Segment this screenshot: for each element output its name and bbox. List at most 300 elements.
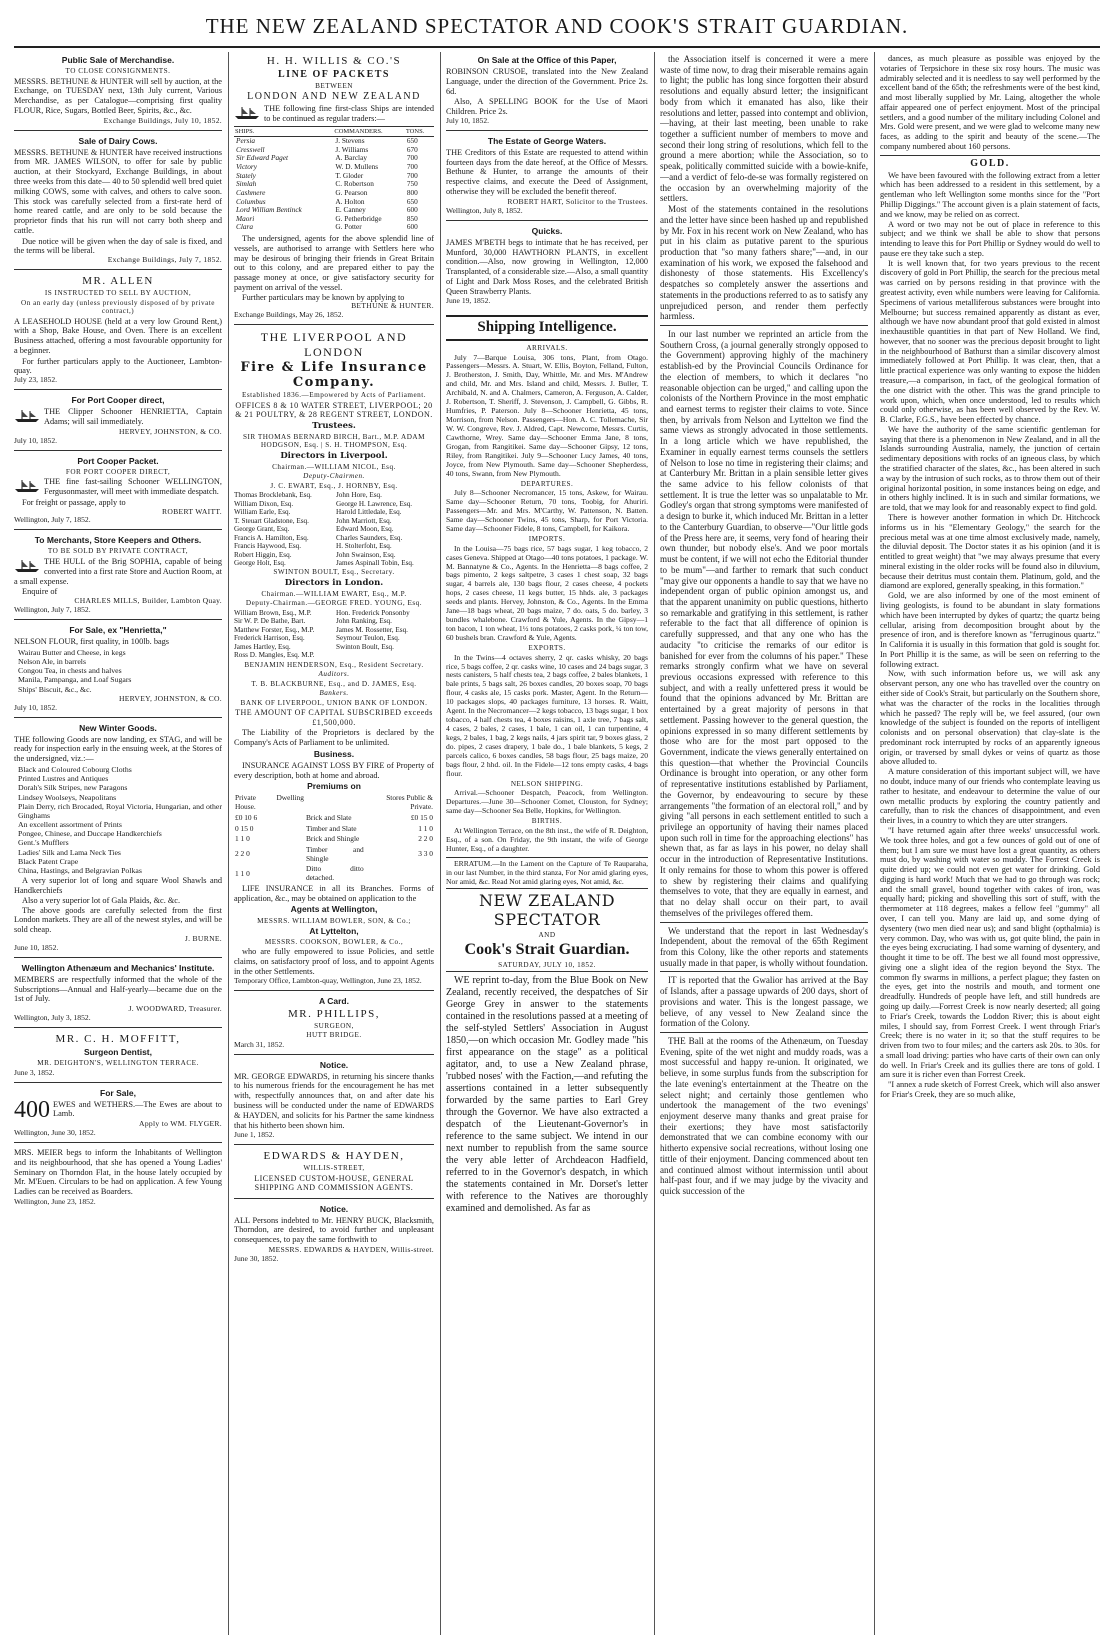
table-row <box>234 223 434 232</box>
ad-subheading: Established 1836.—Empowered by Acts of Parliament. <box>241 391 427 400</box>
ad-leasehold <box>14 275 222 390</box>
ad-text: For freight or passage, apply to <box>22 497 126 507</box>
ad-heading: New Winter Goods. <box>79 722 157 733</box>
ad-text: MR. GEORGE EDWARDS, in returning his sincere thanks to his numerous friends for the encouragement he has met with, respectfully announces that, on and after date his business will be conducted under the name of EDWARDS & HAYDEN, and solicits for his Partner the same kindness that his hitherto been shown him. <box>234 1071 434 1130</box>
table-row <box>234 864 434 883</box>
ad-text: SWINTON BOULT, Esq., Secretary. <box>273 568 395 577</box>
column-header: Private Dwelling House. <box>235 793 304 812</box>
paper-title: NEW ZEALAND SPECTATOR <box>478 891 616 930</box>
article-paragraph: We have been favoured with the following extract from a letter which has been addressed to a resident in this settlement, by a gentleman who left Wellington some months since for the "Port Phillip Diggings." The account given is a plain statement of facts, and we know, may be relied on as correct. <box>880 170 1100 219</box>
list-item: James Hartley, Esq. <box>234 642 291 651</box>
masthead-rule <box>14 46 1100 48</box>
ad-heading: For Sale, <box>100 1087 136 1098</box>
ad-name: MR. C. H. MOFFITT, <box>55 1033 181 1046</box>
ad-date: Wellington, July 7, 1852. <box>14 605 91 615</box>
column-3 <box>446 54 648 1635</box>
ad-dairy-cows <box>14 136 222 271</box>
ad-ewes <box>14 1088 222 1143</box>
ad-date: July 10, 1852. <box>14 435 58 445</box>
list-item: Thomas Brocklebank, Esq. <box>234 491 312 500</box>
article-paragraph: We understand that the report in last Wednesday's Independent, about the removal of the 65th Regiment from this Colony, like the other reports and statements usually made in that paper, is wholly without foundation. <box>660 925 868 968</box>
list-item: James Aspinall Tobin, Esq. <box>336 559 414 567</box>
ad-heading: Premiums on <box>307 781 361 792</box>
column-2 <box>234 54 434 1635</box>
ad-robinson-crusoe <box>446 55 648 131</box>
ad-heading: Port Cooper Packet. <box>77 455 159 466</box>
ad-text: MESSRS. BETHUNE & HUNTER have received instructions from MR. JAMES WILSON, to offer for sale by public auction, at their Stockyard, Exchange Buildings, in about three weeks from this date— 40 to 50 splendid well bred quiet milking COWS, some with calves, and others to calve soon. This stock was carefully selected from a first-rate herd of home reared cattle, and are only to be sold because the proprietor finds that his run will not carry both sheep and cattle. <box>14 147 222 235</box>
table-cell: G. Potter <box>335 222 362 232</box>
ad-subheading: TO BE SOLD BY PRIVATE CONTRACT, <box>47 547 189 556</box>
list-item: Lindsey Woolseys, Neapolitans <box>18 792 117 802</box>
column-header: COMMANDERS. <box>333 126 404 137</box>
shipping-intelligence-heading: Shipping Intelligence. <box>446 315 648 341</box>
directors-list <box>234 609 434 660</box>
table-cell: 650 <box>406 196 418 206</box>
ad-card-phillips <box>234 996 434 1055</box>
ad-text: MESSRS. COOKSON, BOWLER, & Co., <box>264 938 404 946</box>
ad-signature: ROBERT WAITT. <box>162 506 222 516</box>
table-cell: Maori <box>236 213 255 223</box>
table-cell: £0 15 0 <box>410 812 433 822</box>
ad-date: June 1, 1852. <box>234 1130 275 1140</box>
list-item: Seymour Teulon, Esq. <box>336 634 400 643</box>
ad-text: INSURANCE AGAINST LOSS BY FIRE of Property of every description, both at home and abroad. <box>234 760 434 780</box>
ad-text: A LEASEHOLD HOUSE (held at a very low Ground Rent,) with a Shop, Bake House, and Oven. There is an excellent Business attached, offering a most favourable opportunity for a beginner. <box>14 316 222 355</box>
divider <box>660 922 868 923</box>
nelson-shipping-text: Arrival.—Schooner Despatch, Peacock, from Wellington. Departures.—June 30—Schooner Comet, Clouston, for Sydney; same day—Schooner Sea Belle, Hopkins, for Wellington. <box>446 788 648 816</box>
ad-signature: J. BURNE. <box>184 933 222 943</box>
ad-text: LICENSED CUSTOM-HOUSE, GENERAL SHIPPING AND COMMISSION AGENTS. <box>254 1173 414 1193</box>
paper-title-and: AND <box>538 931 556 940</box>
ad-henrietta-goods <box>14 625 222 718</box>
ad-signature: CHARLES MILLS, Builder, Lambton Quay. <box>74 596 222 606</box>
ad-signature: Exchange Buildings, July 10, 1852. <box>103 115 222 125</box>
ad-text: THE Creditors of this Estate are requested to attend within fourteen days from the date hereof, at the Office of Messrs. Bethune & Hunter, to arrange the amounts of their respective claims, and execute the Deed of Assignment, otherwise they will be excluded the benefit thereof. <box>446 147 648 197</box>
ad-heading: Business. <box>313 748 355 759</box>
ad-text: who are fully empowered to issue Policies, and settle claims, on satisfactory proof of loss, and to appoint Agents in the other Settlements. <box>234 947 434 977</box>
ad-text: ROBINSON CRUSOE, translated into the New Zealand Language, under the direction of the Government. Price 2s. 6d. <box>446 67 648 96</box>
erratum <box>446 857 648 890</box>
ad-heading: On Sale at the Office of this Paper, <box>477 55 617 65</box>
table-row <box>234 824 434 835</box>
list-item: Ships' Biscuit, &c., &c. <box>18 684 92 694</box>
article-paragraph: "I annex a rude sketch of Forrest Creek, which will also answer for Friar's Creek, they are so much alike, <box>880 1080 1100 1100</box>
departures-text: July 8—Schooner Necromancer, 15 tons, Askew, for Wairau. Same day—Schooner Return, 70 tons, Toobig, for Ahuriri. Passengers—Mr. and Mrs. M'Carthy, W. Pattenson, N. Batten. Same day—Schooner Twins, 45 tons, Sharp, for Port Victoria. Same day—Schooner Fidele, 8 tons, Campbell, for Kaikora. <box>446 488 648 534</box>
ad-text: The above goods are carefully selected from the first London markets. They are all of the newest styles, and will be sold cheap. <box>14 905 222 935</box>
list-item: Black and Coloured Cobourg Cloths <box>18 764 132 774</box>
divider <box>660 971 868 972</box>
section-heading: IMPORTS. <box>528 535 566 544</box>
list-item: Nelson Ale, in barrels <box>18 656 86 666</box>
table-cell: 3 3 0 <box>418 849 433 859</box>
editorial-text: WE reprint to-day, from the Blue Book on New Zealand, recently received, the despatches of Sir George Grey in answer to the statements contained in the resolutions passed at a meeting of the self-styled Settlers' Association in August 1850,—on which occasion Mr. Godley made "his first appearance on the stage" as a political agitator, and, to use a New Zealand phrase, 'rubbed noses' with the Faction,—and refuting the assertions contained in a letter subsequently forwarded by the same parties to Earl Grey through the Governor. We have also extracted a despatch of the Lieutenant-Governor's in reference to the same subject. We intend in our next number to republish from the same source the very able letter of Archdeacon Hadfield, referred to in the Governor's despatch, in which the statements contained in Mr. Dorset's letter with reference to the Natives are thoroughly examined and demolished. As far as <box>446 975 648 1215</box>
column-rule <box>440 52 441 1635</box>
ad-text: JAMES M'BETH begs to intimate that he has received, per Munford, 30,000 HAWTHORN PLANTS, in excellent condition.—Also, now growing in Wellington, 12,000 Transplanted, of a considerable size.—Also, a small quantity of Light and Dark Moss Roses, and the celebrated British Queen Strawberry Plants. <box>446 237 648 296</box>
ad-liverpool-insurance <box>234 330 434 990</box>
list-item: Charles Saunders, Esq. <box>336 533 403 542</box>
list-item: Sir W. P. De Bathe, Bart. <box>234 617 306 626</box>
article-paragraph: Gold, we are also informed by one of the most eminent of living geologists, is found to be abundant in slaty formations which have been interrupted by dykes of quartz; the quartz being cellular, arising from decomposition brought about by the presence of iron, and is therefore known as "ferruginous quartz." In California it is usually in this formation that gold is sought for. In Port Phillip it is the same, as will be seen on referring to the following extract. <box>880 591 1100 669</box>
ad-subheading: TO CLOSE CONSIGNMENTS. <box>65 67 171 76</box>
ad-text: Further particulars may be known by applying to <box>242 292 405 302</box>
column-header: TONS. <box>405 126 434 137</box>
ad-heading: Directors in Liverpool. <box>280 450 388 461</box>
ad-name: MR. ALLEN <box>82 275 154 288</box>
column-rule <box>874 52 875 1635</box>
ad-heading: Sale of Dairy Cows. <box>78 135 158 146</box>
ship-icon <box>14 559 40 573</box>
table-cell: 800 <box>406 187 418 197</box>
table-cell: E. Canney <box>335 205 366 215</box>
table-row <box>234 813 434 824</box>
section-heading: BIRTHS. <box>531 817 563 826</box>
article-paragraph: There is however another formation in which Dr. Hitchcock informs us in his "Elementary Geology," the search for the precious metal was at one time almost exclusively made, namely, the diluvial deposit. The Doctor states it as his opinion (and it is entitled to great weight) that "we may always presume that every mineral existing in the older rocks will be found also in diluvium, because their detritus must contain them. Platinum, gold, and the diamond are explored, generally speaking, in this formation." <box>880 512 1100 591</box>
ad-date: June 30, 1852. <box>234 1253 279 1263</box>
ad-text: MRS. MEIER begs to inform the Inhabitants of Wellington and its neighbourhood, that she has opened a Young Ladies' Seminary on Thorndon Flat, in the house lately occupied by Mr. M'Euen. Circulars to be had on application. A few Young Ladies can be received as Boarders. <box>14 1147 222 1197</box>
ad-signature: HERVEY, JOHNSTON, & CO. <box>118 693 222 703</box>
ad-heading: Agents at Wellington, <box>290 904 378 915</box>
ad-date: Wellington, June 30, 1852. <box>14 1128 96 1138</box>
ad-text: MESSRS. BETHUNE & HUNTER will sell by auction, at the Exchange, on TUESDAY next, 13th July current, Various Merchandise, as per Catalogue—comprising first quality FLOUR, Rice, Sugars, Bottled Beer, Spirits, &c., &c. <box>14 76 222 115</box>
ad-name: MR. PHILLIPS, <box>288 1007 380 1020</box>
ad-notice-buck <box>234 1204 434 1268</box>
table-cell: Timber and Slate <box>305 823 357 833</box>
article-paragraph: dances, as much pleasure as possible was enjoyed by the votaries of Terpsichore in these six rosy hours. The music was admirably selected and it is needless to say well performed by the excellent band of the 65th; the refreshments were of the best kind, and most liberally supplied by Mr. Laing, altogether the whole affair appeared one of perfect enjoyment. Most of the principal settlers, and a good number of the military including Colonel and Mrs. Gold were present, and we were glad to welcome many new faces, as adding to the spirit and beauty of the scene.—The company numbered about 160 persons. <box>880 54 1100 152</box>
article-paragraph: In our last number we reprinted an article from the Southern Cross, (a journal generally strongly opposed to the Government) approving highly of the machinery establish-ed by the Provincial Councils Ordinance for the election of members, to which it declares "no reasonable objection can be urged," and calling upon the colonists of the Northern Province in the most emphatic and earnest terms to register their claims to vote. Since then, by arrivals from Nelson and Lyttelton we find the same views as strongly advocated in those settlements. In a long article which we have republished, the Examiner in equally earnest terms counsels the settlers of Nelson to lose no time in registering their claims; and at Canterbury Mr. Brittan in a plain sensible letter gives the same advice to his fellow colonists of that settlement. It is true the letter was so unpalatable to Mr. Godley's organ that strong symptoms were manifested of a design to burke it, which induced Mr. Brittan in a letter to the Canterbury Guardian, to observe—"Our little gods of the Press here are, it seems, very fond of hearing their own thunder, but nobody else's. And we poor mortals must be content, if we will not echo the Editorial thunder to be mum"—and farther to remark that such conduct "may give our opponents a handle to say that we have no independent organ of public opinion amongst us, and that the apparent unanimity on public questions, hitherto so remarkable and gratifying in this settlement, is rather referable to the fact that all difference of opinion is carefully suppressed, and that any one who has the audacity "to criticise the remarks of our editor is banished for ever from the columns of his paper." These remarks strongly confirm what we have on several previous occasions expressed with reference to this subject, and with a really unfettered press it would be found that the opinions advanced by Mr. Brittan are entertained by a great majority of persons in that settlement. Passing however to the general question, the opinions expressed in so many different settlements by those who are for the most part opposed to the Government, indicate the views generally entertained on this question—that whether the Provincial Councils Ordinance is brought into operation, or any other form of representative institutions established by Parliament, the Governor, by endeavouring to secure by these arrangements "the formation of an electoral roll," and by giving "all persons in each settlement entitled to such a privilege an opportunity of having their names placed upon such roll in time for the approaching elections" has shewn that, as far as lays in his power, no delay shall occur in the introduction of Representative Institutions. It only remains for those to whom this power is offered to shew by registering their claims and qualifying themselves to vote, that they are equally in earnest, and that no delay shall occur on their part, to avail themselves of the privileges offered them. <box>660 328 868 918</box>
ad-text: THE following Goods are now landing, ex STAG, and will be ready for inspection early in the ensuing week, at the Stores of the undersigned, viz.:— <box>14 734 222 764</box>
list-item: Gent.'s Mufflers <box>18 838 69 848</box>
ad-subheading: Deputy-Chairmen. <box>303 472 365 481</box>
column-4 <box>660 54 868 1635</box>
ad-brig-sophia <box>14 535 222 620</box>
ad-subheading: IS INSTRUCTED TO SELL BY AUCTION, <box>44 289 192 298</box>
ad-name: THE LIVERPOOL AND LONDON <box>260 330 408 359</box>
ad-name: H. H. WILLIS & CO.'S <box>266 55 402 67</box>
table-cell: Clara <box>236 222 254 232</box>
column-header: SHIPS. <box>234 126 333 137</box>
list-item: Edward Moon, Esq. <box>336 525 394 534</box>
ad-heading: Notice. <box>319 1203 349 1214</box>
exports-text: In the Twins—4 octaves sherry, 2 qr. casks whisky, 20 bags rice, 5 bags coffee, 2 qr. casks wine, 10 cases and 24 bags sugar, 3 nests canisters, 5 half chests tea, 2 bags coffee, 2 bales blankets, 1 bale prints, 5 bags salt, 26 boxes candles, 20 boxes soap, 70 bags flour, 4 casks ale, 15 casks pork. Master, Agent. In the Return—10 packages slops, 40 packages furniture, 13 horses. R. Waitt, Agent. In the Necromancer—2 kegs tobacco, 13 bags sugar, 1 box tobacco, 4 half chests tea, 4 boxes raisins, 1 axle tree, 7 bags salt, 4 cases, 2 bales, 2 cases, 1 bale, 1 can oil, 1 can turpentine, 4 kegs, 2 bales, 1 bag, 2 kegs nails, 4 jars spirit tar, 9 boxes glass, 2 do. pipes, 2 cases drapery, 1 bale do., 1 bale blankets, 5 kegs, 2 parcels calico, 6 boxes candles, 58 bags flour, 25 bags maize, 20 bags flour, 2 hhd. oil. In the Fidele—12 tons empty casks, 4 bags flour. <box>446 652 648 778</box>
list-item: Black Patent Crape <box>18 856 79 866</box>
column-header <box>305 793 365 812</box>
ad-text: SIR THOMAS BERNARD BIRCH, Bart., M.P. ADAM HODGSON, Esq. | S. H. THOMPSON, Esq. <box>242 432 425 450</box>
ad-public-sale <box>14 55 222 131</box>
table-row <box>234 206 434 215</box>
table-cell: 0 15 0 <box>235 823 254 833</box>
article-heading: GOLD. <box>880 155 1100 170</box>
imports-text: In the Louisa—75 bags rice, 57 bags sugar, 1 keg tobacco, 2 cases Geneva. Shipped at Otago—40 tons potatoes, 1 package. W. M. Bannatyne & Co., Agents. In the Henrietta—8 bags coffee, 2 bags pimento, 2 kegs saltpetre, 3 cases 1 chest soap, 32 bags sugar, 4 barrels ale, 130 bags flour, 2 cases cheese, 4 pockets hops, 2 cases cheese, 11 kegs butter, 15 hhds. ale, 3 packages seeds and plants. Hervey, Johnston, & Co., Agents. In the Emma Jane—18 bags wheat, 20 bags maize, 7 do. oats, 5 do. barley, 3 bundles whalebone. Crawford & Yule, Agents. In the Gipsy—1 ton bacon, 1 ton wheat, 1½ tons potatoes, 2 casks pork, ¼ ton tow, 60 bushels bran. Crawford & Yule, Agents. <box>446 543 648 643</box>
ad-subheading: Auditors. <box>318 670 350 679</box>
ad-signature: ROBERT HART, Solicitor to the Trustees. <box>507 196 648 206</box>
list-item: Robert Higgin, Esq. <box>234 550 292 559</box>
table-cell: 850 <box>406 213 418 223</box>
table-cell: A. Barclay <box>335 153 367 163</box>
table-cell: 1 1 0 <box>235 868 250 878</box>
table-cell: £0 10 6 <box>235 812 258 822</box>
table-cell: W. D. Mullens <box>335 162 379 172</box>
ad-text: A very superior lot of long and square Wool Shawls and Handkerchiefs <box>14 876 222 895</box>
ad-winter-goods <box>14 723 222 958</box>
ad-text: Chairman.—WILLIAM NICOL, Esq. <box>272 462 396 471</box>
divider <box>660 1032 868 1033</box>
paper-date: SATURDAY, JULY 10, 1852. <box>446 961 648 972</box>
ad-text: BANK OF LIVERPOOL, UNION BANK OF LONDON. <box>240 698 428 707</box>
table-row <box>234 172 434 181</box>
list-item: John Ranking, Esq. <box>336 617 392 626</box>
table-cell: 700 <box>406 153 418 163</box>
list-item: Matthew Forster, Esq., M.P. <box>234 625 315 634</box>
births-text: At Wellington Terrace, on the 8th inst., the wife of R. Deighton, Esq., of a son. On Friday, the 9th instant, the wife of George Hunter, Esq., of a daughter. <box>446 825 648 853</box>
ad-seminary <box>14 1148 222 1211</box>
arrivals-text: July 7—Barque Louisa, 306 tons, Plant, from Otago. Passengers—Messrs. A. Stuart, W. Ellis, Boyton, Felland, Fulton, J. Brotherston, J. Smith, Day, Whittle, Mr. and Mrs. M'Andrew and child, Mr. and Mrs. Island and child, Messrs. J. Buller, T. Archibald, N. and A. Chalmers, Cameron, A. Ferguson, A. Calder, J. Robertson, T. Sheriff, J. Stevenson, J. Campbell, G. Gibbs, R. Humfries, P. Paterson. July 8—Schooner Henrietta, 45 tons, Morrison, from Nelson. Passengers—Hon. A. C. Tollemache, Sir W. W. Congreve, Rev. J. Aldred, Capt. Newcome, Messrs. Curtis, Cawthorne, Wrey. Same day—Schooner Emma Jane, 8 tons, Grogan, from Rangitikei. Same day—Schooner Gipsy, 12 tons, Riley, from Rangitikei. July 9—Schooner Lucy James, 40 tons, Joyce, from New Plymouth. Same day—Schooner Shepherdess, 40 tons, Swann, from New Plymouth. <box>446 352 648 478</box>
ad-athenaeum <box>14 963 222 1028</box>
ad-subheading: WILLIS-STREET, <box>303 1164 365 1173</box>
ad-subheading: OFFICES 8 & 10 WATER STREET, LIVERPOOL; 20 & 21 POULTRY, & 28 REGENT STREET, LONDON. <box>235 400 433 420</box>
erratum-text: ERRATUM.—In the Lament on the Capture of Te Rauparaha, in our last Number, in the third stanza, For Nor amid glaring eyes, Nor amid, &c. Read Not amid glaring eyes, Not amid, &c. <box>446 858 648 886</box>
list-item: Manila, Pampanga, and Loaf Sugars <box>18 675 132 685</box>
ships-table <box>234 126 434 232</box>
list-item: George Grant, Esq. <box>234 525 290 534</box>
paper-subtitle: Cook's Strait Guardian. <box>464 940 630 958</box>
list-item: Plain Derry, rich Brocaded, Royal Victoria, Hungarian, and other Ginghams <box>18 801 222 820</box>
column-rule <box>228 52 229 1635</box>
ad-text: MESSRS. WILLIAM BOWLER, SON, & Co.; <box>257 916 411 925</box>
article-paragraph: A mature consideration of this important subject will, we have no doubt, induce many of our friends who contemplate leaving us rather to hesitate, and endeavour to determine the value of our own metallic products by exploring the country patiently and carefully, than to risk the chances of disappointment, and even their lives, in a country to which they are utter strangers. <box>880 767 1100 826</box>
ad-heading: At Lyttelton, <box>309 925 359 936</box>
ad-date: Wellington, June 23, 1852. <box>14 1196 96 1206</box>
ad-notice-edwards <box>234 1060 434 1146</box>
list-item: Hon. Frederick Ponsonby <box>336 608 410 617</box>
table-cell: 2 2 0 <box>418 834 433 844</box>
article-paragraph: IT is reported that the Gwalior has arrived at the Bay of Islands, after a passage upwards of 200 days, short of provisions and water. This is the longest passage, we believe, of any vessel to New Zealand since the formation of the Colony. <box>660 975 868 1029</box>
ad-date: July 10, 1852. <box>14 702 58 712</box>
ad-dentist <box>14 1033 222 1082</box>
table-cell: 650 <box>406 136 418 146</box>
ad-date: Exchange Buildings, May 26, 1852. <box>234 310 344 320</box>
ad-text: Enquire of <box>22 587 58 597</box>
table-cell: Cresswell <box>236 144 265 154</box>
table-cell: J. Stevens <box>335 136 365 146</box>
column-header: Stores Public & Private. <box>386 793 433 812</box>
ad-text: BENJAMIN HENDERSON, Esq., Resident Secretary. <box>244 660 424 669</box>
list-item: Dorah's Silk Stripes, new Paragons <box>18 783 128 793</box>
article-paragraph: "I have returned again after three weeks' unsuccessful work. We took three holes, and got a few ounces of gold out of one of them; but I am sure we must have lost a great quantity, as others must do, by washing with water so muddy. The Forrest Creek is quite dried up; we could not even get water for drinking. Gold digging is hard work! Much that we had to go through was rock; and the small gravel, bound together with cakes of iron, was equally hard; picking and shovelling this sort of stuff, with the thermometer at 118 degrees, makes a fellow feel "gummy" all over, I can tell you. Many are laid up, and some dying of dysentery (two men died near us); and sand blight (opthalmia) is very common. Day, who was with us, got quite blind, the pain in the eyes being excruciating. I had some warning of dysentery, and thought it time to be off. The best we all found most oppressive, giving one a slight idea of the region beyond the Styx. The common fly swarms in millions, a perfect plague; they fasten on the eyes, get into the nostrils and mouth, and torment one dreadfully. Hundreds of people have left, and still hundreds are going up daily.—Forrest Creek is now nearly deserted; all going to Friar's Creek, towards the Loddon River; this is about eight miles, I should say, from Forrest Creek. I went through Friar's Creek; there is no water in it; so that the stuff requires to be driven from two to four miles; and the carters ask 20s. to 30s. for a small load driving: parties who have carts of their own can only do well. In Friar's Creek and its gullies there are tons of gold. I am sure it is richer even than Forrest Creek. <box>880 825 1100 1080</box>
list-item: Harold Littledale, Esq. <box>336 508 402 517</box>
article-paragraph: A word or two may not be out of place in reference to this subject; and we think we shall be able to show that persons intending to leave this for Port Phillip or Sydney would do well to pause ere they take such a step. <box>880 219 1100 258</box>
ad-text: For further particulars apply to the Auctioneer, Lambton-quay. <box>14 356 222 376</box>
table-cell: Cashmere <box>236 187 266 197</box>
directors-list <box>234 491 434 567</box>
section-heading: EXPORTS. <box>528 644 566 653</box>
table-cell: 750 <box>406 179 418 189</box>
ad-edwards-hayden <box>234 1150 434 1198</box>
ad-subheading: Bankers. <box>319 689 349 698</box>
ad-text: The undersigned, agents for the above splendid line of vessels, are authorised to arrange with Settlers here who may be desirous of bringing their friends in Great Britain out to this colony, and are prepared either to pay the passage money at once, or give satisfactory security for payment on arrival of the vessel. <box>234 233 434 292</box>
column-rule <box>654 52 655 1635</box>
ad-signature: J. WOODWARD, Treasurer. <box>128 1004 222 1014</box>
article-paragraph: the Association itself is concerned it were a mere waste of time now, to drag their miserable remains again to light; the public has long since forgotten their absurd resolutions and equally absurd letter; the insignificant body from which it emanated has also, like their resolutions and letter, passed into contempt and oblivion,—having, at their last meeting, been unable to rake together a sufficient number of members to move and second their long string of resolutions, which fell to the ground a mere abortion; while the Association, so to speak, politically committed suicide with a bowie-knife,—and a verdict of felo-de-se was formally registered on the occasion by an overwhelming majority of the settlers. <box>660 54 868 204</box>
list-item: John Swainson, Esq. <box>336 550 396 559</box>
ad-date: June 3, 1852. <box>14 1067 55 1077</box>
list-item: Ross D. Mangles, Esq. M.P. <box>234 651 315 660</box>
ad-date: June 19, 1852. <box>446 296 491 306</box>
ad-quicks <box>446 226 648 311</box>
article-paragraph: THE Ball at the rooms of the Athenæum, on Tuesday Evening, spite of the wet night and muddy roads, was a most successful and happy re-union. It originated, we believe, in some surplus funds from the subscription for the late evening's entertainment at the Theatre on the select night; and certainly those gentlemen who undertook the management of the two evenings' enjoyment deserve many thanks and great praise for their exertions; they have most satisfactorily demonstrated that we can combine economy with our hitherto expensive social recreations, without losing one tittle of their enjoyment. Dancing commenced about ten and continued almost without intermission until about half-past four, and if we may judge by the vivacity and quick succession of the <box>660 1035 868 1197</box>
list-item: James M. Rossetter, Esq. <box>336 625 408 634</box>
ship-icon <box>14 479 40 493</box>
list-item: Frederick Harrison, Esq. <box>234 634 305 643</box>
ad-name: EDWARDS & HAYDEN, <box>263 1150 405 1163</box>
ad-heading: To Merchants, Store Keepers and Others. <box>34 535 202 546</box>
section-heading: ARRIVALS. <box>526 344 568 353</box>
section-heading: NELSON SHIPPING. <box>510 779 584 788</box>
list-item: Congou Tea, in chests and halves <box>18 666 122 676</box>
ad-subheading: HUTT BRIDGE. <box>306 1031 362 1040</box>
table-cell: Columbus <box>236 196 266 206</box>
goods-list <box>18 765 222 875</box>
ship-icon <box>234 106 260 120</box>
table-cell: 1 1 0 <box>235 834 250 844</box>
table-header-row <box>234 793 434 812</box>
ad-date: July 10, 1852. <box>446 115 490 125</box>
column-1 <box>14 54 222 1635</box>
ad-heading: Fire & Life Insurance Company. <box>240 359 428 390</box>
article-paragraph: We have the authority of the same scientific gentleman for saying that there is a phenomenon in New Zealand, and in all the Islands surrounding Australia, namely, the junction of certain sedimentary depositions with rocks of an igneous class, by which the stratified character of the slates, &c., has been altered in such a way by the intrusion of such rocks, as to throw them out of their original horizontal position, in some instances being on edge, and in others highly inclined. It is in such and similar formations, we are told, that we may look for and reasonably expect to find gold. <box>880 424 1100 513</box>
ad-date: June 10, 1852. <box>14 942 59 952</box>
table-cell: J. Williams <box>335 144 369 154</box>
table-cell: 1 1 0 <box>418 823 433 833</box>
ad-subheading: FOR PORT COOPER DIRECT, <box>65 467 171 476</box>
ad-subheading: BETWEEN <box>315 81 353 90</box>
ad-heading: Notice. <box>319 1059 349 1070</box>
ad-heading: A Card. <box>319 995 349 1006</box>
ad-heading: Public Sale of Merchandise. <box>61 55 175 65</box>
table-cell: Persia <box>236 136 256 146</box>
ad-text: THE following fine first-class Ships are intended to be continued as regular traders:— <box>264 104 434 123</box>
list-item: Pongee, Chinese, and Duccape Handkerchiefs <box>18 829 162 839</box>
table-cell: Simlah <box>236 179 257 189</box>
table-cell: 600 <box>406 205 418 215</box>
ad-text: EWES and WETHERS.—The Ewes are about to Lamb. <box>53 1099 222 1119</box>
list-item: William Brown, Esq., M.P. <box>234 608 312 617</box>
table-cell: Victory <box>236 162 257 172</box>
ad-willis-packets <box>234 55 434 325</box>
ad-heading: Surgeon Dentist, <box>83 1047 152 1058</box>
ad-text: THE fine fast-sailing Schooner WELLINGTON, Fergusonmaster, will meet with immediate despatch. <box>44 477 222 496</box>
ad-signature: BETHUNE & HUNTER. <box>351 301 434 311</box>
ad-text: LIFE INSURANCE in all its Branches. Forms of application, &c., may be obtained on application to the <box>234 883 434 903</box>
ad-heading: Wellington Athenæum and Mechanics' Institute. <box>21 962 215 973</box>
table-cell: C. Robertson <box>335 179 374 189</box>
table-cell: Sir Edward Paget <box>236 153 289 163</box>
ad-estate-waters <box>446 136 648 221</box>
ad-text: NELSON FLOUR, first quality, in 100lb. bags <box>14 636 170 646</box>
ad-text: THE HULL of the Brig SOPHIA, capable of being converted into a first rate Store and Auction Room, at a small expense. <box>14 556 222 586</box>
table-cell: Ditto ditto detached. <box>305 864 364 883</box>
ad-text: Chairman.—WILLIAM EWART, Esq., M.P. <box>261 589 407 598</box>
ship-icon <box>14 409 40 423</box>
ad-signature: Exchange Buildings, July 7, 1852. <box>107 255 222 265</box>
table-cell: Lord William Bentinck <box>236 205 302 215</box>
table-row <box>234 845 434 864</box>
article-paragraph: Most of the statements contained in the resolutions and the letter have since been hashed up and republished by Mr. Fox in his recent work on New Zealand, who has put in his claim as putative parent to the spurious production that "so many fathers share;"—and, in our examination of his work, we exposed the falsehood and dishonesty of those statements. His Excellency's despatches so completely answer the assertions and statements in the productions referred to as to satisfy any unprejudiced person, and render them perfectly harmless. <box>660 204 868 322</box>
table-cell: 600 <box>406 222 418 232</box>
ad-date: Wellington, July 7, 1852. <box>14 515 91 525</box>
ad-heading: The Estate of George Waters. <box>487 135 607 146</box>
ad-port-cooper-direct <box>14 395 222 450</box>
ad-text: MEMBERS are respectfully informed that the whole of the Subscriptions—Annual and Half-yearly—became due on the 1st of July. <box>14 974 222 1004</box>
table-cell <box>365 864 434 883</box>
list-item: Wairau Butter and Cheese, in kegs <box>18 647 126 657</box>
table-cell: 700 <box>406 170 418 180</box>
ad-text: MR. DEIGHTON'S, WELLINGTON TERRACE. <box>37 1059 199 1068</box>
ad-heading: Quicks. <box>531 225 563 236</box>
ad-heading: LONDON AND NEW ZEALAND <box>247 91 421 103</box>
list-item: William Earle, Esq. <box>234 508 291 517</box>
ad-subheading: On an early day (unless previously disposed of by private contract,) <box>21 298 215 316</box>
table-cell: 700 <box>406 162 418 172</box>
ad-heading: Trustees. <box>312 420 356 431</box>
goods-list <box>18 648 222 694</box>
article-paragraph: It is well known that, for two years previous to the recent discovery of gold in Port Phillip, the search for the precious metal was carried on by persons residing in that province with the greatest activity, even while numbers were leaving for California. Specimens of various metalliferous substances were brought into Melbourne; but success remained apparently as distant as ever, although we have now abundant proof that gold existed in almost inexhaustible quantities in that part of New Holland. We find, however, that no sooner was the precious deposit brought to light in the neighbourhood of Bathurst than a similar discovery almost immediately followed at Port Phillip. It was clear, then, that a little practical experience was only wanting to expose the hidden treasure,—a comparison, in fact, of the geological formation of the one district with the other. This was the grand principle to work upon, which, when once understood, led to results which could only otherwise, as has been well observed by the Rev. W. B. Clarke, F.G.S., have been effected by chance. <box>880 258 1100 425</box>
ad-text: J. C. EWART, Esq., J. HORNBY, Esq. <box>270 481 398 490</box>
table-cell: 2 2 0 <box>235 849 250 859</box>
list-item: Ladies' Silk and Lama Neck Ties <box>18 847 121 857</box>
list-item: John Hore, Esq. <box>336 491 382 500</box>
ad-signature: MESSRS. EDWARDS & HAYDEN, Willis-street. <box>268 1245 434 1255</box>
table-cell: Timber and Shingle <box>305 844 364 863</box>
table-cell: 670 <box>406 144 418 154</box>
list-item: Francis A. Hamilton, Esq. <box>234 533 309 542</box>
column-5 <box>880 54 1100 1635</box>
list-item: George Holt, Esq. <box>234 559 286 567</box>
ad-heading: For Sale, ex "Henrietta," <box>69 624 167 635</box>
ad-signature: Apply to WM. FLYGER. <box>139 1119 222 1129</box>
masthead-title: THE NEW ZEALAND SPECTATOR AND COOK'S STRAIT GUARDIAN. <box>205 14 909 38</box>
ad-text: THE AMOUNT OF CAPITAL SUBSCRIBED exceeds £1,500,000. <box>235 708 433 727</box>
ad-text: ALL Persons indebted to Mr. HENRY BUCK, Blacksmith, Thorndon, are desired, to avoid further and unpleasant consequences, to pay the same forthwith to <box>234 1215 434 1245</box>
ad-port-cooper-packet <box>14 456 222 531</box>
list-item: An excellent assortment of Prints <box>18 820 122 830</box>
ad-date: Temporary Office, Lambton-quay, Wellington, June 23, 1852. <box>234 975 422 985</box>
list-item: Swinton Boult, Esq. <box>336 642 394 651</box>
ad-text: THE Clipper Schooner HENRIETTA, Captain Adams; will sail immediately. <box>44 407 222 426</box>
list-item: Francis Haywood, Esq. <box>234 542 302 551</box>
table-cell: Stately <box>236 170 256 180</box>
table-cell: Brick and Shingle <box>305 834 360 844</box>
ad-heading: LINE OF PACKETS <box>278 68 390 80</box>
ad-text: Due notice will be given when the day of sale is fixed, and the terms will be liberal. <box>14 236 222 256</box>
ad-date: March 31, 1852. <box>234 1039 285 1049</box>
ad-subheading: SURGEON, <box>314 1021 354 1030</box>
table-cell: G. Petherbridge <box>335 213 382 223</box>
list-item: T. Steuart Gladstone, Esq. <box>234 516 309 525</box>
list-item: Printed Lustres and Antiques <box>18 774 109 784</box>
list-item: George H. Lawrence, Esq. <box>336 499 413 508</box>
article-paragraph: Now, with such information before us, we will ask any observant person, any one who has travelled over the country on either side of Cook's Strait, but particularly on the Southern shore, what was the character of the rocks in the localities through which he passed? The reply will be, we feel assured, (our own knowledge of the subject is founded on the reports of intelligent colonists and on personal observation) that clay-slate is the predominant rock interrupted by rocks of an apparently igneous origin, or traversed by small dykes or veins of quartz as those above alluded to. <box>880 669 1100 767</box>
ad-date: July 23, 1852. <box>14 375 58 385</box>
ad-date: Wellington, July 3, 1852. <box>14 1013 91 1023</box>
ad-heading: Directors in London. <box>284 577 384 588</box>
list-item: H. Stolterfoht, Esq. <box>336 542 392 551</box>
list-item: John Marriott, Esq. <box>336 516 392 525</box>
divider <box>660 325 868 326</box>
section-heading: DEPARTURES. <box>520 479 574 488</box>
ad-text: Also, A SPELLING BOOK for the Use of Maori Children. Price 2s. <box>446 97 648 117</box>
ad-big-number: 400 <box>14 1096 50 1123</box>
table-cell: G. Pearson <box>335 187 368 197</box>
